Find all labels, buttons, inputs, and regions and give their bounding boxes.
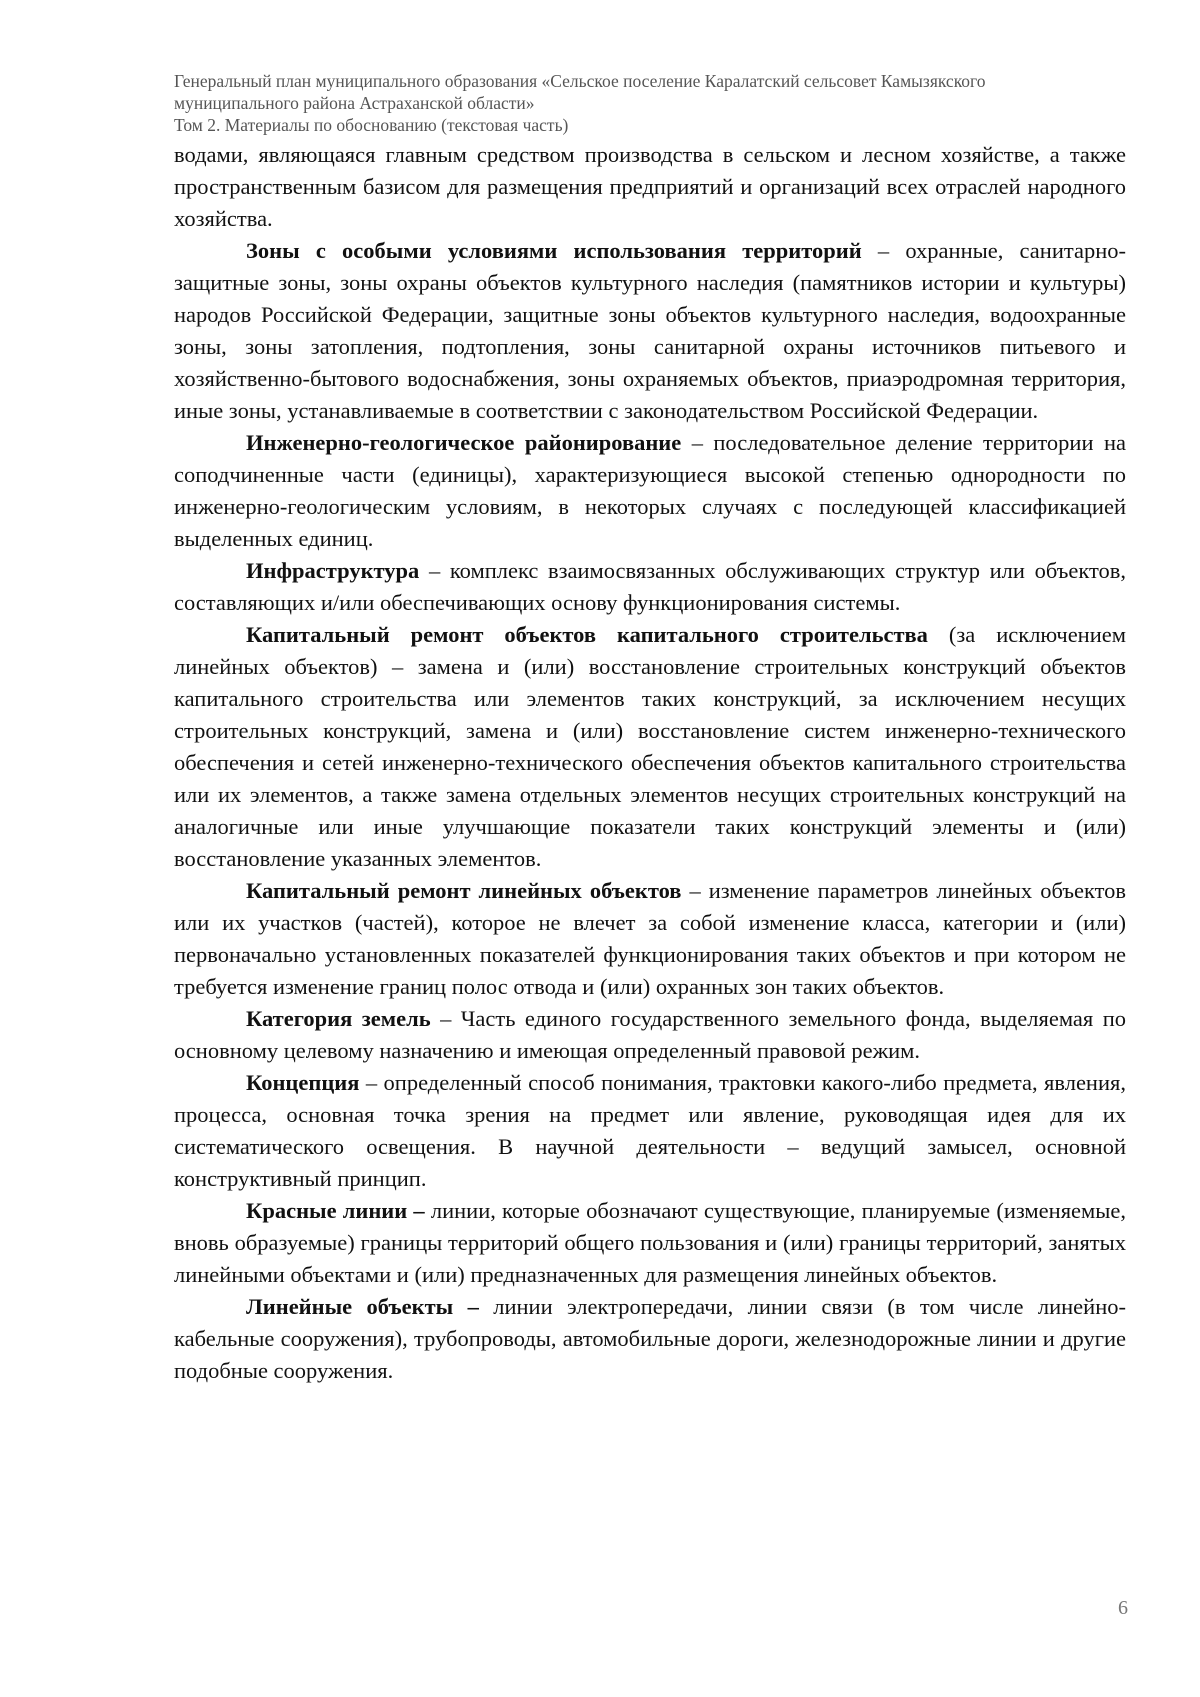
definition-paragraph [174,875,1126,1003]
definition-text: линии электропередачи, линии связи (в том числе линейно-кабельные сооружения), трубопроводы, автомобильные дороги, железнодорожные линии и другие подобные сооружения. [174,1294,1126,1383]
definition-term: Линейные объекты – [246,1294,479,1319]
definition-paragraph [174,235,1126,427]
definition-term: Концепция [246,1070,360,1095]
running-header [174,70,1134,136]
definition-text: – изменение параметров линейных объектов или их участков (частей), которое не влечет за собой изменение класса, категории и (или) первоначально установленных показателей функционирования таких объектов и при котором не требуется изменение границ полос отвода и (или) охранных зон таких объектов. [174,878,1126,999]
definition-paragraph [174,1067,1126,1195]
definition-text: (за исключением линейных объектов) – замена и (или) восстановление строительных конструкций объектов капитального строительства или элементов таких конструкций, за исключением несущих строительных конструкций, замена и (или) восстановление систем инженерно-технического обеспечения и сетей инженерно-технического обеспечения объектов капитального строительства или их элементов, а также замена отдельных элементов несущих строительных конструкций на аналогичные или иные улучшающие показатели таких конструкций элементы и (или) восстановление указанных элементов. [174,622,1126,871]
definition-term: Инфраструктура [246,558,420,583]
definition-paragraph [174,1291,1126,1387]
definition-paragraph [174,1195,1126,1291]
definition-text: – определенный способ понимания, трактовки какого-либо предмета, явления, процесса, основная точка зрения на предмет или явление, руководящая идея для их систематического освещения. В научной деятельности – ведущий замысел, основной конструктивный принцип. [174,1070,1126,1191]
definition-text: линии, которые обозначают существующие, планируемые (изменяемые, вновь образуемые) границы территорий общего пользования и (или) границы территорий, занятых линейными объектами и (или) предназначенных для размещения линейных объектов. [174,1198,1127,1287]
definition-term: Красные линии – [246,1198,425,1223]
definition-text: – последовательное деление территории на соподчиненные части (единицы), характеризующиеся высокой степенью однородности по инженерно-геологическим условиям, в некоторых случаях с последующей классификацией выделенных единиц. [174,430,1126,551]
definition-term: Капитальный ремонт линейных объектов [246,878,682,903]
definition-paragraph [174,619,1126,875]
definition-text: – Часть единого государственного земельного фонда, выделяемая по основному целевому назначению и имеющая определенный правовой режим. [174,1006,1126,1063]
definition-text: – охранные, санитарно-защитные зоны, зоны охраны объектов культурного наследия (памятников истории и культуры) народов Российской Федерации, защитные зоны объектов культурного наследия, водоохранные зоны, зоны затопления, подтопления, зоны санитарной охраны источников питьевого и хозяйственно-бытового водоснабжения, зоны охраняемых объектов, приаэродромная территория, иные зоны, устанавливаемые в соответствии с законодательством Российской Федерации. [174,238,1127,423]
header-line-1: Генеральный план муниципального образования «Сельское поселение Каралатский сельсовет Камызякского [174,71,986,91]
definition-term: Категория земель [246,1006,431,1031]
continuation-paragraph: водами, являющаяся главным средством производства в сельском и лесном хозяйстве, а также пространственным базисом для размещения предприятий и организаций всех отраслей народного хозяйства. [174,142,1126,231]
document-body [174,139,1126,1387]
definition-paragraph [174,1003,1126,1067]
definition-paragraph [174,427,1126,555]
header-line-3: Том 2. Материалы по обоснованию (текстовая часть) [174,115,569,135]
header-line-2: муниципального района Астраханской области» [174,93,535,113]
definition-text: – комплекс взаимосвязанных обслуживающих структур или объектов, составляющих и/или обеспечивающих основу функционирования системы. [174,558,1126,615]
definition-term: Зоны с особыми условиями использования территорий [246,238,862,263]
page-number: 6 [1118,1597,1128,1619]
definition-term: Капитальный ремонт объектов капитального строительства [246,622,928,647]
definition-term: Инженерно-геологическое районирование [246,430,682,455]
definition-paragraph [174,555,1126,619]
